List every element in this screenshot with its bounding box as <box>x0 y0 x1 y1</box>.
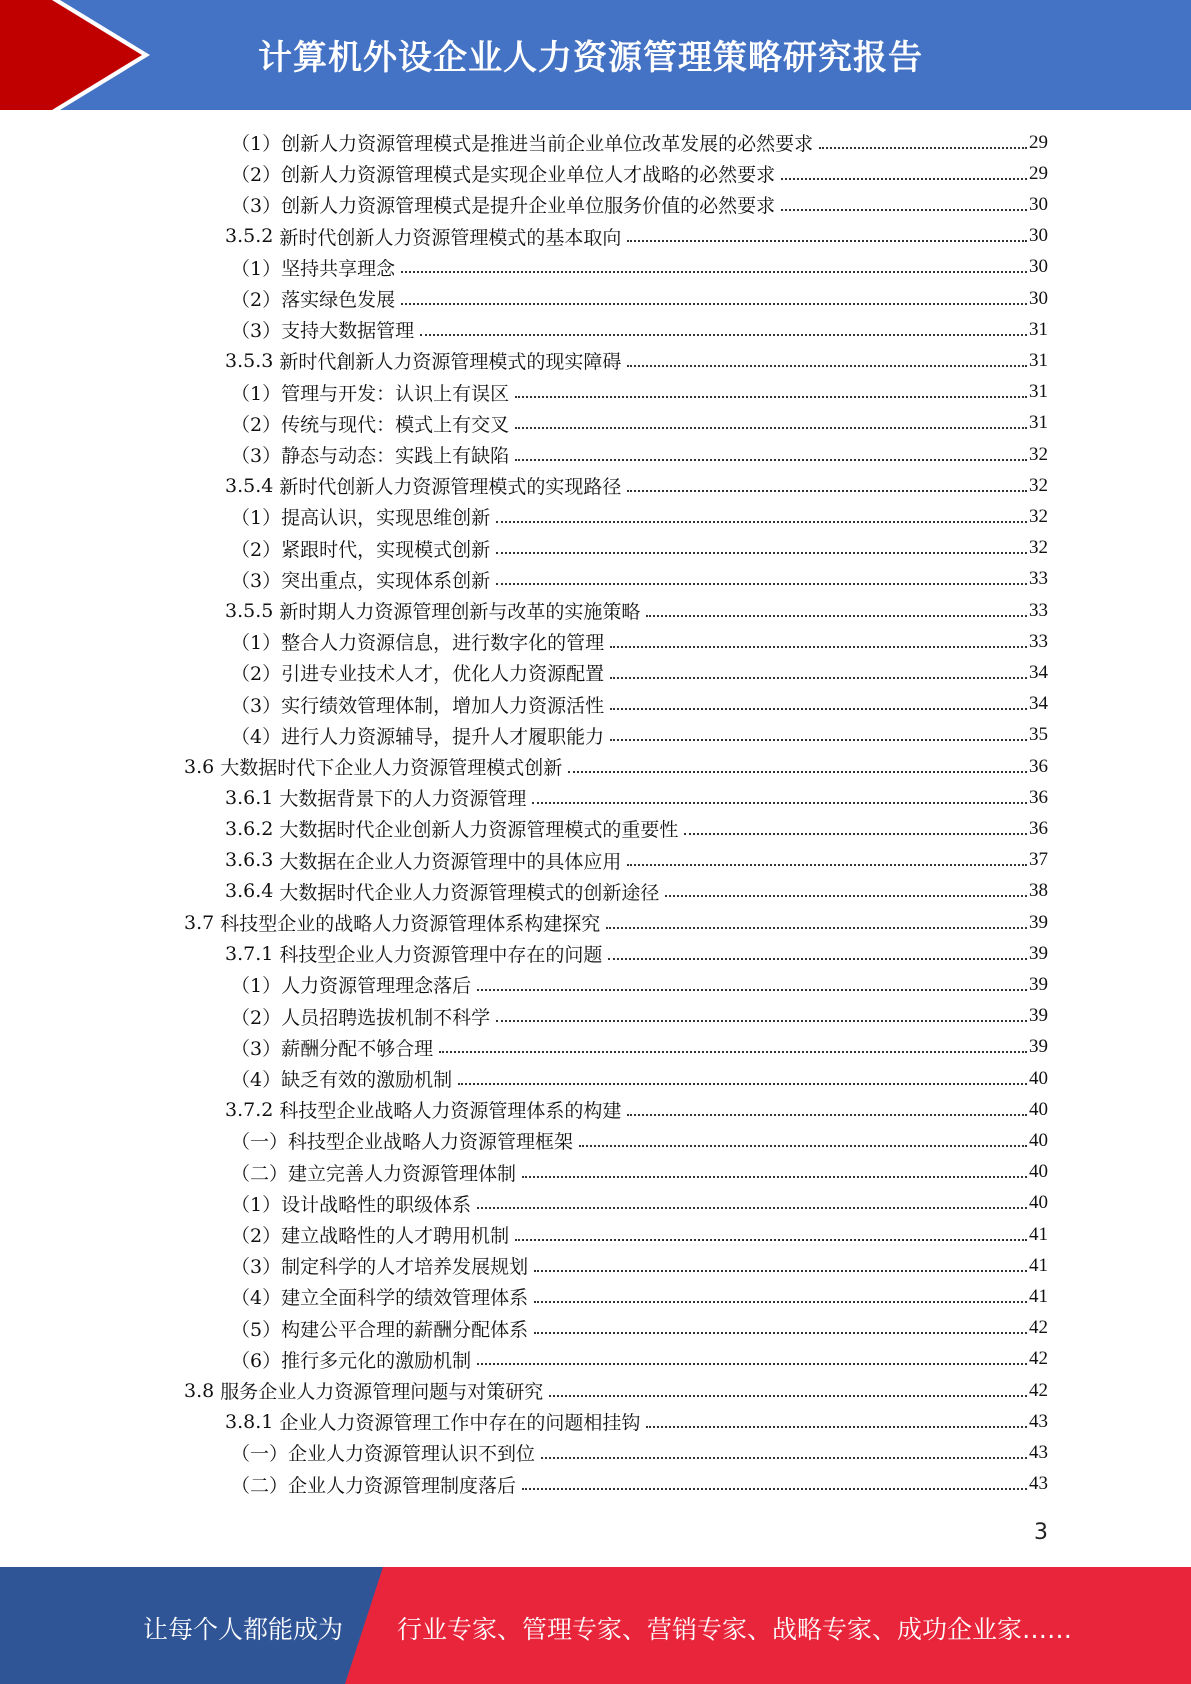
toc-entry[interactable] <box>231 1032 1048 1063</box>
toc-entry-page: 41 <box>1029 1254 1048 1276</box>
toc-entry[interactable] <box>225 938 1048 969</box>
toc-entry-page: 38 <box>1029 880 1048 902</box>
toc-entry-number: （1） <box>231 257 282 280</box>
toc-entry[interactable] <box>231 657 1048 688</box>
toc-entry[interactable] <box>231 1313 1048 1344</box>
toc-entry-number: 3.5.3 <box>225 349 280 372</box>
toc-entry[interactable] <box>231 127 1048 158</box>
toc-entry-page: 42 <box>1029 1379 1048 1401</box>
toc-entry-title: 支持大数据管理 <box>281 320 415 343</box>
toc-entry-page: 32 <box>1029 474 1048 496</box>
toc-dot-leader <box>627 1114 1027 1116</box>
toc-entry-number: （1） <box>231 632 282 655</box>
toc-entry-number: （二） <box>231 1162 289 1185</box>
toc-entry-number: （1） <box>231 382 282 405</box>
toc-entry-page: 43 <box>1029 1441 1048 1463</box>
toc-dot-leader <box>568 771 1027 773</box>
toc-entry-number: （1） <box>231 975 282 998</box>
toc-entry[interactable] <box>231 189 1048 220</box>
toc-entry[interactable] <box>231 533 1048 564</box>
toc-entry-title: 整合人力资源信息，进行数字化的管理 <box>281 632 605 655</box>
toc-entry-number: （1） <box>231 133 282 155</box>
toc-dot-leader <box>534 1332 1027 1334</box>
toc-entry-page: 42 <box>1029 1348 1048 1370</box>
toc-entry-page: 33 <box>1029 630 1048 652</box>
toc-entry[interactable] <box>231 626 1048 657</box>
toc-entry-title: 落实绿色发展 <box>281 289 396 311</box>
toc-entry-number: 3.5.2 <box>225 225 280 248</box>
toc-entry-number: （3） <box>231 1037 282 1060</box>
toc-entry-page: 30 <box>1029 193 1048 215</box>
toc-entry[interactable] <box>231 158 1048 189</box>
toc-entry-page: 43 <box>1029 1410 1048 1432</box>
toc-dot-leader <box>627 365 1027 367</box>
toc-entry-title: 设计战略性的职级体系 <box>281 1193 472 1216</box>
toc-entry-number: 3.7 <box>184 911 221 934</box>
toc-entry[interactable] <box>231 408 1048 439</box>
toc-entry-number: （2） <box>231 538 282 561</box>
toc-entry-title: 制定科学的人才培养发展规划 <box>281 1256 529 1279</box>
toc-entry-number: （4） <box>231 725 282 748</box>
toc-entry-title: 大数据时代下企业人力资源管理模式创新 <box>220 757 563 779</box>
toc-entry-title: 大数据在企业人力资源管理中的具体应用 <box>279 850 622 873</box>
toc-entry[interactable] <box>231 1063 1048 1094</box>
toc-entry-number: （3） <box>231 569 282 592</box>
toc-entry-number: （2） <box>231 1006 282 1029</box>
toc-entry[interactable] <box>225 813 1048 844</box>
toc-entry-number: （2） <box>231 663 282 686</box>
toc-entry-page: 40 <box>1029 1067 1048 1089</box>
toc-entry-title: 薪酬分配不够合理 <box>281 1037 434 1060</box>
toc-entry[interactable] <box>231 969 1048 1000</box>
toc-entry-title: 大数据背景下的人力资源管理 <box>279 788 527 811</box>
toc-entry-page: 32 <box>1029 537 1048 559</box>
toc-dot-leader <box>646 1426 1027 1428</box>
toc-entry-title: 建立战略性的人才聘用机制 <box>281 1225 510 1247</box>
toc-dot-leader <box>496 521 1027 523</box>
toc-entry-title: 科技型企业人力资源管理中存在的问题 <box>279 944 603 967</box>
toc-entry-page: 40 <box>1029 1192 1048 1214</box>
toc-dot-leader <box>610 677 1027 679</box>
toc-entry-page: 39 <box>1029 911 1048 933</box>
toc-entry-page: 31 <box>1029 349 1048 371</box>
toc-dot-leader <box>610 739 1027 741</box>
toc-dot-leader <box>439 1051 1027 1053</box>
toc-entry-number: （4） <box>231 1069 282 1091</box>
toc-dot-leader <box>420 334 1027 336</box>
toc-entry-title: 新时代創新人力资源管理模式的现实障碍 <box>279 351 622 374</box>
toc-entry-number: 3.6 <box>184 755 221 778</box>
toc-entry-page: 39 <box>1029 1005 1048 1027</box>
toc-entry-page: 30 <box>1029 256 1048 278</box>
toc-entry[interactable] <box>231 1001 1048 1032</box>
toc-entry-title: 管理与开发：认识上有误区 <box>281 382 510 405</box>
toc-entry[interactable] <box>231 1344 1048 1375</box>
toc-dot-leader <box>541 1457 1027 1459</box>
toc-entry-title: 新时代创新人力资源管理模式的实现路径 <box>279 476 622 499</box>
toc-dot-leader <box>496 1020 1027 1022</box>
toc-dot-leader <box>665 895 1027 897</box>
toc-entry-number: （3） <box>231 320 282 343</box>
toc-entry-page: 40 <box>1029 1161 1048 1183</box>
toc-dot-leader <box>515 459 1027 461</box>
toc-entry-page: 31 <box>1029 381 1048 403</box>
toc-dot-leader <box>496 552 1027 554</box>
toc-entry-number: （3） <box>231 694 282 717</box>
toc-entry-number: （1） <box>231 507 282 530</box>
toc-entry-page: 30 <box>1029 287 1048 309</box>
toc-entry[interactable] <box>225 221 1048 252</box>
toc-entry-title: 人员招聘选拔机制不科学 <box>281 1006 491 1029</box>
toc-entry[interactable] <box>231 1437 1048 1468</box>
toc-entry-number: （2） <box>231 413 282 436</box>
toc-entry[interactable] <box>225 470 1048 501</box>
toc-entry-title: 企业人力资源管理认识不到位 <box>288 1443 536 1466</box>
toc-entry-title: 紧跟时代，实现模式创新 <box>281 538 491 561</box>
toc-dot-leader <box>627 864 1027 866</box>
toc-entry-title: 服务企业人力资源管理问题与对策研究 <box>220 1381 544 1403</box>
toc-dot-leader <box>610 708 1027 710</box>
toc-dot-leader <box>606 927 1027 929</box>
toc-entry-page: 43 <box>1029 1473 1048 1495</box>
toc-entry-page: 40 <box>1029 1098 1048 1120</box>
toc-dot-leader <box>627 240 1027 242</box>
toc-entry-page: 35 <box>1029 724 1048 746</box>
toc-entry[interactable] <box>184 1375 1048 1406</box>
toc-entry-title: 新时代创新人力资源管理模式的基本取向 <box>279 226 622 249</box>
toc-entry-page: 32 <box>1029 443 1048 465</box>
toc-dot-leader <box>646 615 1027 617</box>
header-arrow-decoration <box>0 0 160 110</box>
toc-entry-number: 3.7.1 <box>225 942 280 965</box>
toc-entry-page: 39 <box>1029 1036 1048 1058</box>
toc-entry-page: 39 <box>1029 942 1048 964</box>
toc-entry[interactable] <box>231 720 1048 751</box>
toc-entry-title: 进行人力资源辅导，提升人才履职能力 <box>281 725 605 748</box>
toc-entry-title: 引进专业技术人才，优化人力资源配置 <box>281 663 605 686</box>
toc-entry-number: 3.8.1 <box>225 1410 280 1433</box>
toc-dot-leader <box>515 396 1027 398</box>
toc-entry-number: 3.6.2 <box>225 817 280 840</box>
toc-entry-number: 3.6.3 <box>225 849 280 872</box>
toc-entry-title: 创新人力资源管理模式是推进当前企业单位改革发展的必然要求 <box>281 133 814 155</box>
toc-dot-leader <box>534 1301 1027 1303</box>
toc-entry-title: 提高认识，实现思维创新 <box>281 507 491 530</box>
toc-entry-number: （3） <box>231 1256 282 1279</box>
toc-entry-page: 32 <box>1029 505 1048 527</box>
toc-entry[interactable] <box>231 439 1048 470</box>
footer-slogan-left: 让每个人都能成为 <box>143 1615 344 1644</box>
toc-entry-number: （二） <box>231 1474 289 1497</box>
toc-dot-leader <box>610 646 1027 648</box>
page-header <box>0 0 1191 110</box>
toc-entry-title: 建立完善人力资源管理体制 <box>288 1162 517 1185</box>
toc-entry[interactable] <box>184 907 1048 938</box>
toc-dot-leader <box>477 1363 1027 1365</box>
toc-dot-leader <box>522 1176 1027 1178</box>
page-number: 3 <box>1034 1520 1048 1545</box>
toc-entry-title: 科技型企业战略人力资源管理体系的构建 <box>279 1100 622 1123</box>
toc-entry-page: 41 <box>1029 1223 1048 1245</box>
toc-entry[interactable] <box>225 1094 1048 1125</box>
toc-entry-number: （3） <box>231 195 282 218</box>
toc-dot-leader <box>522 1488 1027 1490</box>
toc-entry-title: 实行绩效管理体制，增加人力资源活性 <box>281 694 605 717</box>
toc-entry-number: （6） <box>231 1349 282 1372</box>
toc-dot-leader <box>458 1083 1027 1085</box>
toc-dot-leader <box>684 833 1027 835</box>
footer-slogan-right: 行业专家、管理专家、营销专家、战略专家、成功企业家…… <box>397 1615 1073 1644</box>
toc-entry[interactable] <box>225 876 1048 907</box>
toc-entry-number: （2） <box>231 289 282 311</box>
toc-entry-number: 3.5.4 <box>225 474 280 497</box>
toc-dot-leader <box>781 178 1027 180</box>
toc-entry[interactable] <box>231 314 1048 345</box>
toc-entry[interactable] <box>231 1281 1048 1312</box>
toc-dot-leader <box>579 1145 1027 1147</box>
toc-entry-number: （2） <box>231 1225 282 1247</box>
toc-entry-title: 科技型企业的战略人力资源管理体系构建探究 <box>220 913 601 935</box>
toc-entry[interactable] <box>231 1250 1048 1281</box>
toc-entry-page: 29 <box>1029 131 1048 153</box>
toc-dot-leader <box>496 583 1027 585</box>
toc-entry-title: 企业人力资源管理制度落后 <box>288 1474 517 1497</box>
toc-entry-page: 33 <box>1029 599 1048 621</box>
toc-entry-title: 缺乏有效的激励机制 <box>281 1069 453 1091</box>
toc-entry-title: 新时期人力资源管理创新与改革的实施策略 <box>279 601 641 623</box>
toc-dot-leader <box>515 427 1027 429</box>
toc-entry-title: 建立全面科学的绩效管理体系 <box>281 1287 529 1310</box>
toc-dot-leader <box>401 303 1027 305</box>
toc-entry-page: 40 <box>1029 1129 1048 1151</box>
toc-entry-title: 创新人力资源管理模式是实现企业单位人才战略的必然要求 <box>281 164 776 187</box>
toc-entry[interactable] <box>231 1469 1048 1500</box>
toc-entry[interactable] <box>231 564 1048 595</box>
toc-entry-title: 突出重点，实现体系创新 <box>281 569 491 592</box>
toc-entry[interactable] <box>225 595 1048 626</box>
toc-dot-leader <box>532 802 1027 804</box>
toc-dot-leader <box>608 958 1027 960</box>
toc-entry-number: 3.8 <box>184 1379 221 1402</box>
toc-entry-page: 31 <box>1029 318 1048 340</box>
toc-entry-title: 科技型企业战略人力资源管理框架 <box>288 1131 574 1154</box>
toc-entry-page: 33 <box>1029 568 1048 590</box>
toc-entry-title: 大数据时代企业人力资源管理模式的创新途径 <box>279 881 660 904</box>
toc-entry[interactable] <box>225 845 1048 876</box>
toc-dot-leader <box>627 490 1027 492</box>
toc-entry-number: 3.6.4 <box>225 880 280 903</box>
toc-entry-page: 36 <box>1029 817 1048 839</box>
toc-entry-number: （3） <box>231 445 282 467</box>
toc-entry-page: 39 <box>1029 973 1048 995</box>
toc-entry[interactable] <box>231 283 1048 314</box>
toc-entry[interactable] <box>184 751 1048 782</box>
toc-entry[interactable] <box>231 252 1048 283</box>
toc-entry-page: 36 <box>1029 755 1048 777</box>
document-title: 计算机外设企业人力资源管理策略研究报告 <box>258 38 923 78</box>
toc-entry-page: 37 <box>1029 849 1048 871</box>
toc-entry-title: 坚持共享理念 <box>281 257 396 280</box>
toc-entry-title: 人力资源管理理念落后 <box>281 975 472 998</box>
toc-entry-title: 静态与动态：实践上有缺陷 <box>281 445 510 467</box>
page-footer <box>0 1567 1191 1684</box>
toc-entry[interactable] <box>231 689 1048 720</box>
toc-entry-title: 大数据时代企业创新人力资源管理模式的重要性 <box>279 819 679 842</box>
toc-entry-number: 3.7.2 <box>225 1098 280 1121</box>
toc-entry-number: 3.5.5 <box>225 599 280 622</box>
toc-dot-leader <box>515 1239 1027 1241</box>
toc-entry-title: 企业人力资源管理工作中存在的问题相挂钩 <box>279 1412 641 1435</box>
toc-entry-title: 传统与现代：模式上有交叉 <box>281 413 510 436</box>
toc-dot-leader <box>819 147 1027 149</box>
toc-entry-title: 创新人力资源管理模式是提升企业单位服务价值的必然要求 <box>281 195 776 218</box>
toc-entry-page: 30 <box>1029 225 1048 247</box>
toc-dot-leader <box>549 1395 1027 1397</box>
toc-dot-leader <box>401 271 1027 273</box>
toc-entry[interactable] <box>231 377 1048 408</box>
toc-entry[interactable] <box>231 501 1048 532</box>
toc-entry-number: （5） <box>231 1318 282 1341</box>
toc-entry-page: 34 <box>1029 693 1048 715</box>
toc-entry-number: （4） <box>231 1287 282 1310</box>
toc-dot-leader <box>477 989 1027 991</box>
toc-entry-title: 推行多元化的激励机制 <box>281 1349 472 1372</box>
toc-dot-leader <box>534 1270 1027 1272</box>
toc-entry-page: 41 <box>1029 1285 1048 1307</box>
toc-entry-page: 29 <box>1029 162 1048 184</box>
toc-entry[interactable] <box>231 1219 1048 1250</box>
toc-entry[interactable] <box>231 1157 1048 1188</box>
toc-dot-leader <box>781 209 1027 211</box>
toc-entry-number: （2） <box>231 164 282 187</box>
toc-dot-leader <box>477 1207 1027 1209</box>
toc-entry-title: 构建公平合理的薪酬分配体系 <box>281 1318 529 1341</box>
toc-entry[interactable] <box>225 345 1048 376</box>
toc-entry-page: 36 <box>1029 786 1048 808</box>
toc-entry[interactable] <box>225 782 1048 813</box>
toc-entry-page: 31 <box>1029 412 1048 434</box>
toc-entry-page: 42 <box>1029 1317 1048 1339</box>
toc-entry-number: 3.6.1 <box>225 786 280 809</box>
toc-entry-number: （一） <box>231 1443 289 1466</box>
toc-entry[interactable] <box>225 1406 1048 1437</box>
toc-entry-number: （一） <box>231 1131 289 1154</box>
toc-entry[interactable] <box>231 1125 1048 1156</box>
toc-entry-page: 34 <box>1029 661 1048 683</box>
toc-entry[interactable] <box>231 1188 1048 1219</box>
toc-entry-number: （1） <box>231 1193 282 1216</box>
